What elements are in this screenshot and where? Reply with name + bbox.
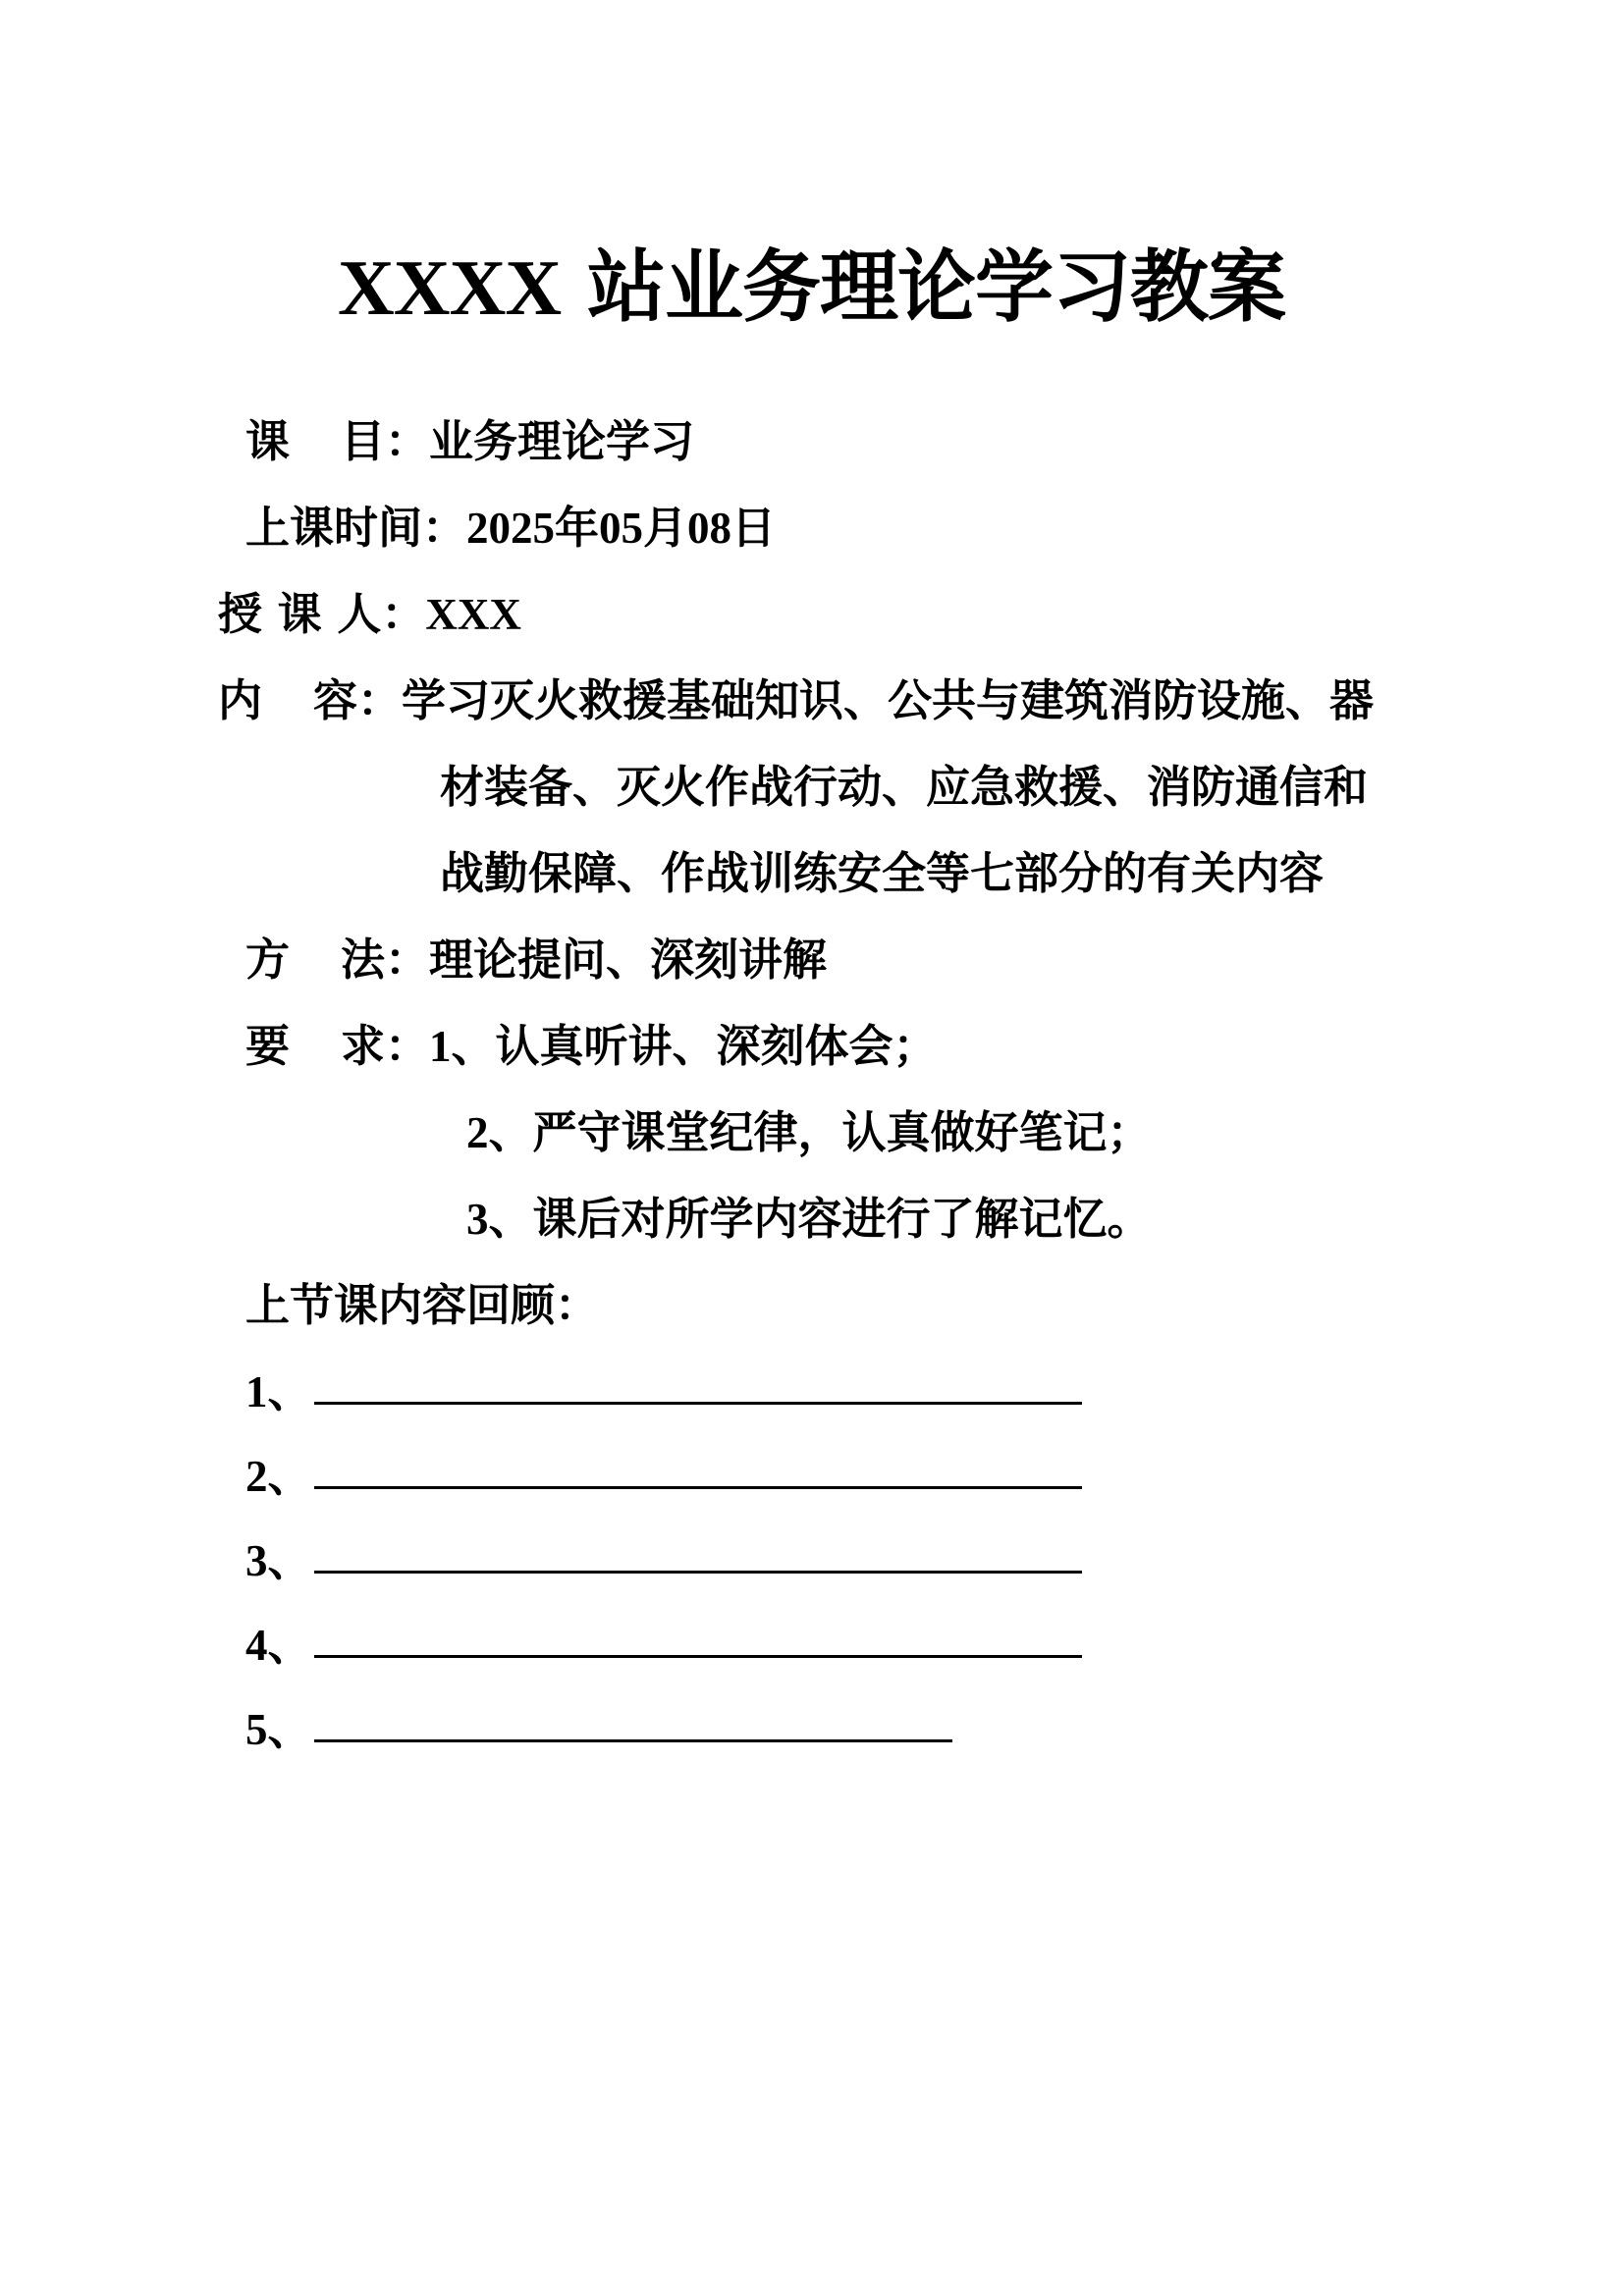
time-year-unit: 年 — [555, 502, 600, 554]
requirements-label-b: 求： — [341, 1020, 430, 1072]
review-item-4-blank[interactable] — [314, 1655, 1082, 1658]
page-title — [0, 234, 1623, 343]
method-value: 理论提问、深刻讲解 — [429, 934, 828, 986]
time-line — [245, 499, 776, 558]
teacher-line — [218, 585, 521, 644]
requirement-2-text: 、严守课堂纪律，认真做好笔记； — [488, 1106, 1152, 1158]
requirement-2-num: 2 — [466, 1108, 489, 1157]
review-item-1-blank[interactable] — [314, 1402, 1082, 1405]
time-year: 2025 — [466, 504, 556, 553]
requirement-3-num: 3 — [466, 1195, 489, 1244]
review-item-1-label: 1、 — [245, 1367, 312, 1416]
review-item-5-label: 5、 — [245, 1705, 312, 1754]
time-month-unit: 月 — [643, 502, 688, 554]
content-label-b: 容： — [313, 674, 403, 726]
content-text-2: 材装备、灭火作战行动、应急救援、消防通信和 — [440, 761, 1369, 813]
review-item-4-label: 4、 — [245, 1621, 312, 1670]
review-item-2-blank[interactable] — [314, 1486, 1082, 1489]
content-text-1: 学习灭火救援基础知识、公共与建筑消防设施、器 — [402, 674, 1375, 726]
teacher-value: XXX — [425, 590, 521, 639]
subject-label-a: 课 — [245, 415, 291, 467]
requirements-label-a: 要 — [245, 1020, 291, 1072]
review-heading: 上节课内容回顾： — [245, 1279, 600, 1331]
time-month: 05 — [599, 504, 644, 553]
requirements-line-2 — [466, 1103, 1152, 1162]
content-line-3 — [440, 844, 1324, 903]
content-line-1 — [218, 671, 1374, 730]
review-item-3-blank[interactable] — [314, 1571, 1082, 1574]
requirement-1-text: 、认真听讲、深刻体会； — [451, 1020, 938, 1072]
subject-label-b: 目： — [341, 415, 430, 467]
title-main: 站业务理论学习教案 — [586, 241, 1285, 333]
time-label: 上课时间： — [245, 502, 467, 554]
review-item-3-label: 3、 — [245, 1536, 312, 1585]
content-label-a: 内 — [218, 674, 263, 726]
title-prefix: XXXX — [338, 245, 562, 332]
requirement-1-num: 1 — [429, 1022, 452, 1071]
review-item-2-label: 2、 — [245, 1452, 312, 1501]
requirements-line-3 — [466, 1190, 1152, 1249]
method-label-a: 方 — [245, 934, 291, 986]
method-label-b: 法： — [341, 934, 430, 986]
content-text-3: 战勤保障、作战训练安全等七部分的有关内容 — [440, 847, 1325, 899]
time-day: 08 — [687, 504, 732, 553]
review-item-5-blank[interactable] — [314, 1739, 952, 1742]
teacher-label: 授 课 人： — [218, 588, 426, 640]
requirements-line-1 — [245, 1017, 938, 1076]
content-line-2 — [440, 758, 1368, 817]
time-day-unit: 日 — [731, 502, 777, 554]
subject-value: 业务理论学习 — [429, 415, 695, 467]
subject-line — [245, 412, 694, 471]
requirement-3-text: 、课后对所学内容进行了解记忆。 — [488, 1193, 1152, 1245]
method-line — [245, 931, 827, 989]
